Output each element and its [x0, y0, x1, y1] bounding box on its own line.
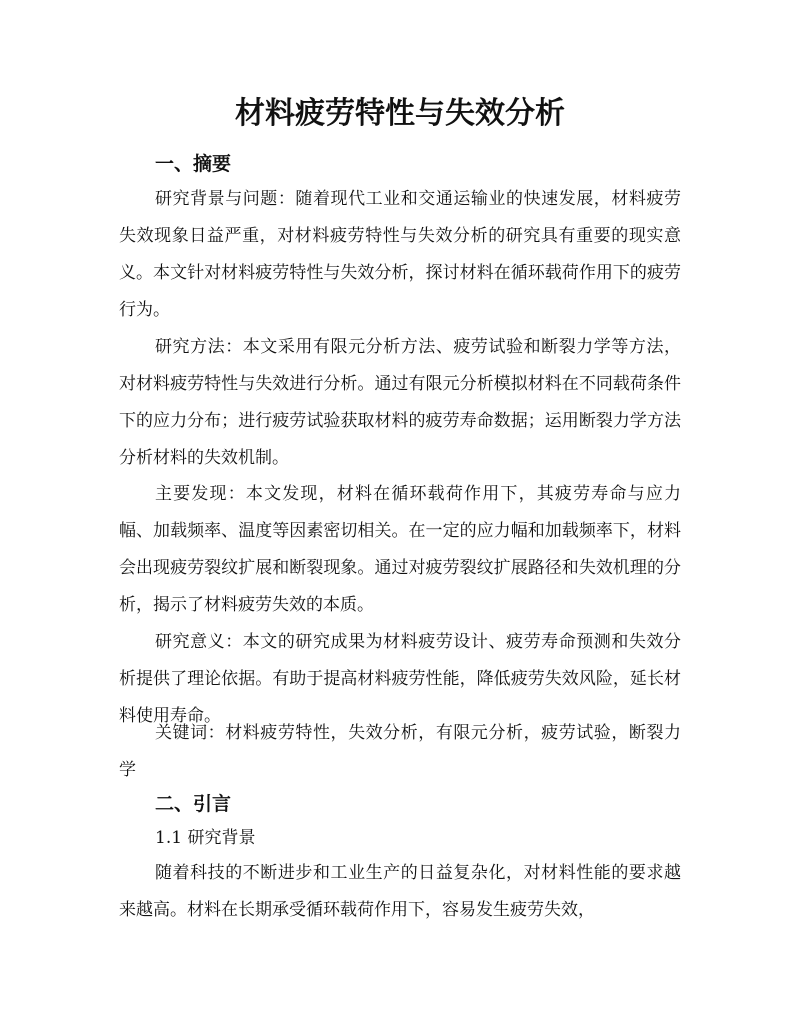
abstract-findings-paragraph: 主要发现：本文发现，材料在循环载荷作用下，其疲劳寿命与应力幅、加载频率、温度等因素密切相关。在一定的应力幅和加载频率下，材料会出现疲劳裂纹扩展和断裂现象。通过对疲劳裂纹扩展路径和失效机理的分析，揭示了材料疲劳失效的本质。 [119, 484, 681, 615]
introduction-paragraph: 随着科技的不断进步和工业生产的日益复杂化，对材料性能的要求越来越高。材料在长期承受循环载荷作用下，容易发生疲劳失效， [119, 863, 681, 920]
abstract-methods-paragraph: 研究方法：本文采用有限元分析方法、疲劳试验和断裂力学等方法，对材料疲劳特性与失效进行分析。通过有限元分析模拟材料在不同载荷条件下的应力分布；进行疲劳试验获取材料的疲劳寿命数据；运用断裂力学方法分析材料的失效机制。 [119, 337, 681, 468]
introduction-heading: 二、引言 [155, 793, 232, 815]
abstract-background-paragraph: 研究背景与问题：随着现代工业和交通运输业的快速发展，材料疲劳失效现象日益严重，对材料疲劳特性与失效分析的研究具有重要的现实意义。本文针对材料疲劳特性与失效分析，探讨材料在循环载荷作用下的疲劳行为。 [119, 189, 681, 320]
abstract-heading: 一、摘要 [155, 153, 232, 175]
subsection-1-1-heading: 1.1 研究背景 [155, 828, 256, 848]
abstract-significance-paragraph: 研究意义：本文的研究成果为材料疲劳设计、疲劳寿命预测和失效分析提供了理论依据。有助于提高材料疲劳性能，降低疲劳失效风险，延长材料使用寿命。 [119, 632, 681, 726]
keywords-paragraph: 关键词：材料疲劳特性，失效分析，有限元分析，疲劳试验，断裂力学 [119, 723, 681, 780]
document-title: 材料疲劳特性与失效分析 [235, 96, 565, 131]
